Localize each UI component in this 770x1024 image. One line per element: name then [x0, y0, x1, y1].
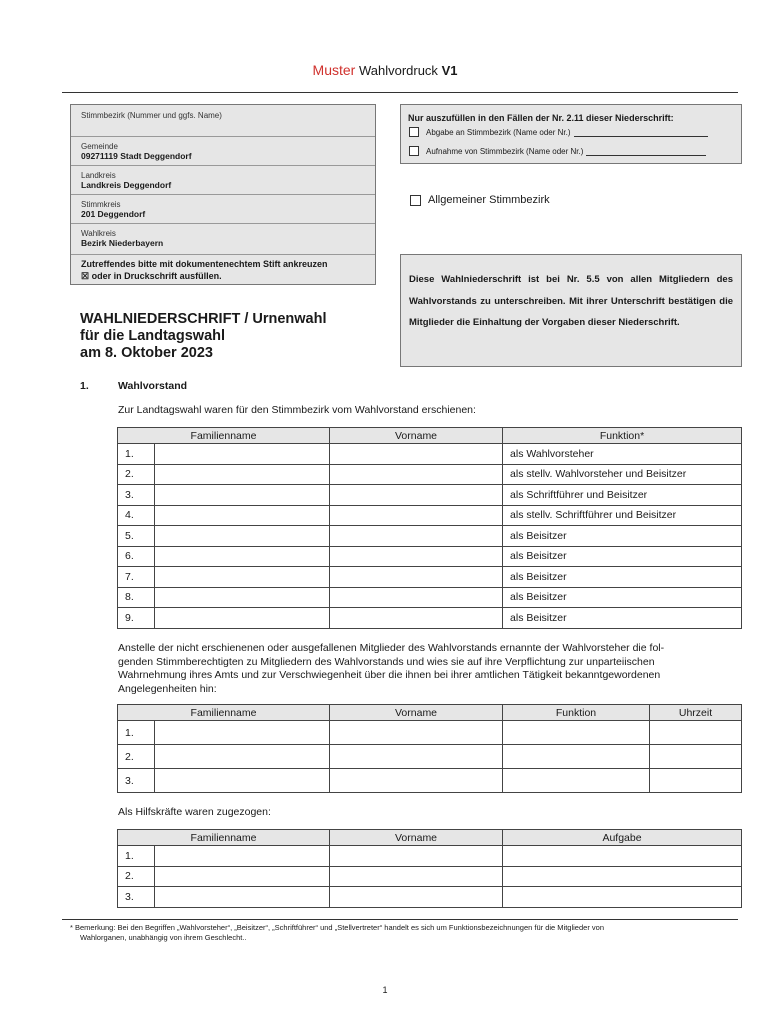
vorname-cell[interactable] — [330, 587, 503, 608]
header-divider — [62, 92, 738, 93]
gemeinde-label: Gemeinde — [81, 142, 118, 151]
instruction-note — [71, 254, 375, 285]
helpers-table — [117, 829, 742, 908]
gemeinde-value: 09271119 Stadt Deggendorf — [81, 151, 192, 161]
landkreis-label: Landkreis — [81, 171, 116, 180]
table1-header-funktion: Funktion* — [503, 428, 742, 444]
aufnahme-label: Aufnahme von Stimmbezirk (Name oder Nr.) — [426, 146, 584, 156]
stimmkreis-value: 201 Deggendorf — [81, 209, 146, 219]
aufgabe-cell[interactable] — [503, 866, 742, 887]
row-number: 1. — [118, 721, 155, 745]
vorname-cell[interactable] — [330, 464, 503, 485]
table1-header-familienname: Familienname — [118, 428, 330, 444]
instruction-line2-wrap — [81, 270, 375, 282]
vorname-cell[interactable] — [330, 546, 503, 567]
instruction-line1: Zutreffendes bitte mit dokumentenechtem Stift ankreuzen — [81, 259, 328, 269]
aufgabe-cell[interactable] — [503, 846, 742, 867]
district-info-box — [70, 104, 376, 285]
row-number: 6. — [118, 546, 155, 567]
table2-header-row — [118, 705, 742, 721]
row-number: 2. — [118, 464, 155, 485]
table-row — [118, 846, 742, 867]
table-row — [118, 444, 742, 465]
transfer-box — [400, 104, 742, 164]
vorname-cell[interactable] — [330, 608, 503, 629]
footnote-divider — [62, 919, 738, 920]
table3-header-aufgabe: Aufgabe — [503, 830, 742, 846]
vorname-cell[interactable] — [330, 505, 503, 526]
table2-header-uhrzeit: Uhrzeit — [650, 705, 742, 721]
table2-header-familienname: Familienname — [118, 705, 330, 721]
vorname-cell[interactable] — [330, 866, 503, 887]
aufgabe-cell[interactable] — [503, 887, 742, 908]
crossed-box-icon: ☒ — [81, 271, 90, 281]
funktion-cell: als stellv. Schriftführer und Beisitzer — [503, 505, 742, 526]
table-row — [118, 769, 742, 793]
aufnahme-checkbox[interactable] — [409, 146, 419, 156]
row-number: 3. — [118, 887, 155, 908]
instruction-line2: oder in Druckschrift ausfüllen. — [91, 271, 222, 281]
table2-header-funktion: Funktion — [503, 705, 650, 721]
abgabe-input-line[interactable] — [574, 127, 708, 137]
section-number: 1. — [80, 380, 89, 392]
familienname-cell[interactable] — [155, 721, 330, 745]
familienname-cell[interactable] — [155, 505, 330, 526]
vorname-cell[interactable] — [330, 567, 503, 588]
familienname-cell[interactable] — [155, 769, 330, 793]
vorname-cell[interactable] — [330, 887, 503, 908]
funktion-cell[interactable] — [503, 745, 650, 769]
row-number: 9. — [118, 608, 155, 629]
table-row — [118, 464, 742, 485]
familienname-cell[interactable] — [155, 745, 330, 769]
replacement-paragraph — [118, 642, 740, 696]
table1-header-row — [118, 428, 742, 444]
funktion-cell: als Wahlvorsteher — [503, 444, 742, 465]
replacement-line3: Wahrnehmung ihres Amts und zur Verschwiegenheit über die ihnen bei ihrer amtlichen Tätigkeit bekanntgewordenen — [118, 669, 661, 681]
funktion-cell: als Beisitzer — [503, 526, 742, 547]
page-number: 1 — [382, 985, 388, 995]
familienname-cell[interactable] — [155, 546, 330, 567]
option-abgabe — [409, 127, 708, 137]
replacement-line2: genden Stimmberechtigten zu Mitgliedern des Wahlvorstands und wies sie auf ihre Verpflichtung zur unparteiischen — [118, 655, 655, 668]
funktion-cell: als Beisitzer — [503, 546, 742, 567]
funktion-cell: als Schriftführer und Beisitzer — [503, 485, 742, 506]
vorname-cell[interactable] — [330, 721, 503, 745]
replacement-line1: Anstelle der nicht erschienenen oder ausgefallenen Mitglieder des Wahlvorstands ernannte der Wahlvorsteher die fol- — [118, 642, 665, 654]
table-row — [118, 546, 742, 567]
replacement-line4: Angelegenheiten hin: — [118, 682, 217, 695]
doc-title-line2: für die Landtagswahl — [80, 328, 226, 344]
section-intro: Zur Landtagswahl waren für den Stimmbezirk vom Wahlvorstand erschienen: — [118, 404, 476, 416]
allgemeiner-checkbox[interactable] — [410, 195, 421, 206]
vorname-cell[interactable] — [330, 769, 503, 793]
footnote — [70, 923, 738, 943]
row-number: 1. — [118, 444, 155, 465]
familienname-cell[interactable] — [155, 444, 330, 465]
aufnahme-input-line[interactable] — [586, 146, 706, 156]
form-title-label: Wahlvordruck — [358, 63, 438, 78]
document-title — [80, 311, 380, 362]
replacement-table — [117, 704, 742, 793]
uhrzeit-cell[interactable] — [650, 769, 742, 793]
signature-note-box — [400, 254, 742, 367]
row-number: 2. — [118, 866, 155, 887]
footnote-line1: * Bemerkung: Bei den Begriffen „Wahlvorsteher“, „Beisitzer“, „Schriftführer“ und „Stellvertreter“ handelt es sich um Funktionsbezeichnungen für die Mitglieder von — [70, 923, 604, 932]
vorname-cell[interactable] — [330, 846, 503, 867]
gemeinde-field — [71, 136, 375, 165]
familienname-cell[interactable] — [155, 485, 330, 506]
page-header — [0, 62, 770, 78]
table2-header-vorname: Vorname — [330, 705, 503, 721]
funktion-cell[interactable] — [503, 721, 650, 745]
signature-note-text: Diese Wahlniederschrift ist bei Nr. 5.5 von allen Mitgliedern des Wahlvorstands zu unterschreiben. Mit ihrer Unterschrift bestätigen die Mitglieder die Einhaltung der Vorgaben dieser Niederschrift. — [409, 274, 733, 328]
vorname-cell[interactable] — [330, 485, 503, 506]
abgabe-checkbox[interactable] — [409, 127, 419, 137]
row-number: 7. — [118, 567, 155, 588]
transfer-box-title: Nur auszufüllen in den Fällen der Nr. 2.11 dieser Niederschrift: — [408, 113, 674, 123]
table3-header-row — [118, 830, 742, 846]
row-number: 1. — [118, 846, 155, 867]
table-row — [118, 526, 742, 547]
funktion-cell: als Beisitzer — [503, 567, 742, 588]
row-number: 3. — [118, 485, 155, 506]
table-row — [118, 745, 742, 769]
allgemeiner-label: Allgemeiner Stimmbezirk — [428, 194, 550, 206]
table-row — [118, 505, 742, 526]
wahlkreis-label: Wahlkreis — [81, 229, 116, 238]
familienname-cell[interactable] — [155, 464, 330, 485]
option-aufnahme — [409, 146, 706, 156]
wahlkreis-value: Bezirk Niederbayern — [81, 238, 164, 248]
stimmkreis-label: Stimmkreis — [81, 200, 121, 209]
familienname-cell[interactable] — [155, 567, 330, 588]
familienname-cell[interactable] — [155, 608, 330, 629]
stimmbezirk-field[interactable] — [71, 105, 375, 136]
muster-label: Muster — [312, 62, 356, 78]
row-number: 2. — [118, 745, 155, 769]
familienname-cell[interactable] — [155, 587, 330, 608]
helpers-intro: Als Hilfskräfte waren zugezogen: — [118, 806, 271, 818]
landkreis-value: Landkreis Deggendorf — [81, 180, 172, 190]
uhrzeit-cell[interactable] — [650, 745, 742, 769]
vorname-cell[interactable] — [330, 444, 503, 465]
row-number: 8. — [118, 587, 155, 608]
abgabe-label: Abgabe an Stimmbezirk (Name oder Nr.) — [426, 127, 571, 137]
familienname-cell[interactable] — [155, 887, 330, 908]
table3-header-familienname: Familienname — [118, 830, 330, 846]
funktion-cell: als Beisitzer — [503, 608, 742, 629]
version-label: V1 — [441, 63, 458, 78]
wahlkreis-field — [71, 223, 375, 254]
row-number: 3. — [118, 769, 155, 793]
table-row — [118, 608, 742, 629]
table1-header-vorname: Vorname — [330, 428, 503, 444]
landkreis-field — [71, 165, 375, 194]
familienname-cell[interactable] — [155, 866, 330, 887]
row-number: 5. — [118, 526, 155, 547]
doc-title-line1: WAHLNIEDERSCHRIFT / Urnenwahl — [80, 311, 327, 327]
familienname-cell[interactable] — [155, 846, 330, 867]
funktion-cell[interactable] — [503, 769, 650, 793]
doc-title-line3: am 8. Oktober 2023 — [80, 345, 213, 361]
table3-header-vorname: Vorname — [330, 830, 503, 846]
familienname-cell[interactable] — [155, 526, 330, 547]
stimmbezirk-label: Stimmbezirk (Nummer und ggfs. Name) — [81, 111, 222, 120]
table-row — [118, 866, 742, 887]
vorname-cell[interactable] — [330, 526, 503, 547]
funktion-cell: als Beisitzer — [503, 587, 742, 608]
allgemeiner-option — [410, 194, 550, 206]
row-number: 4. — [118, 505, 155, 526]
wahlvorstand-table — [117, 427, 742, 629]
funktion-cell: als stellv. Wahlvorsteher und Beisitzer — [503, 464, 742, 485]
table-row — [118, 887, 742, 908]
footnote-line2: Wahlorganen, unabhängig von ihrem Geschlecht.. — [80, 933, 247, 942]
stimmkreis-field — [71, 194, 375, 223]
table-row — [118, 485, 742, 506]
uhrzeit-cell[interactable] — [650, 721, 742, 745]
section-title: Wahlvorstand — [118, 380, 188, 392]
vorname-cell[interactable] — [330, 745, 503, 769]
table-row — [118, 587, 742, 608]
table-row — [118, 567, 742, 588]
table-row — [118, 721, 742, 745]
